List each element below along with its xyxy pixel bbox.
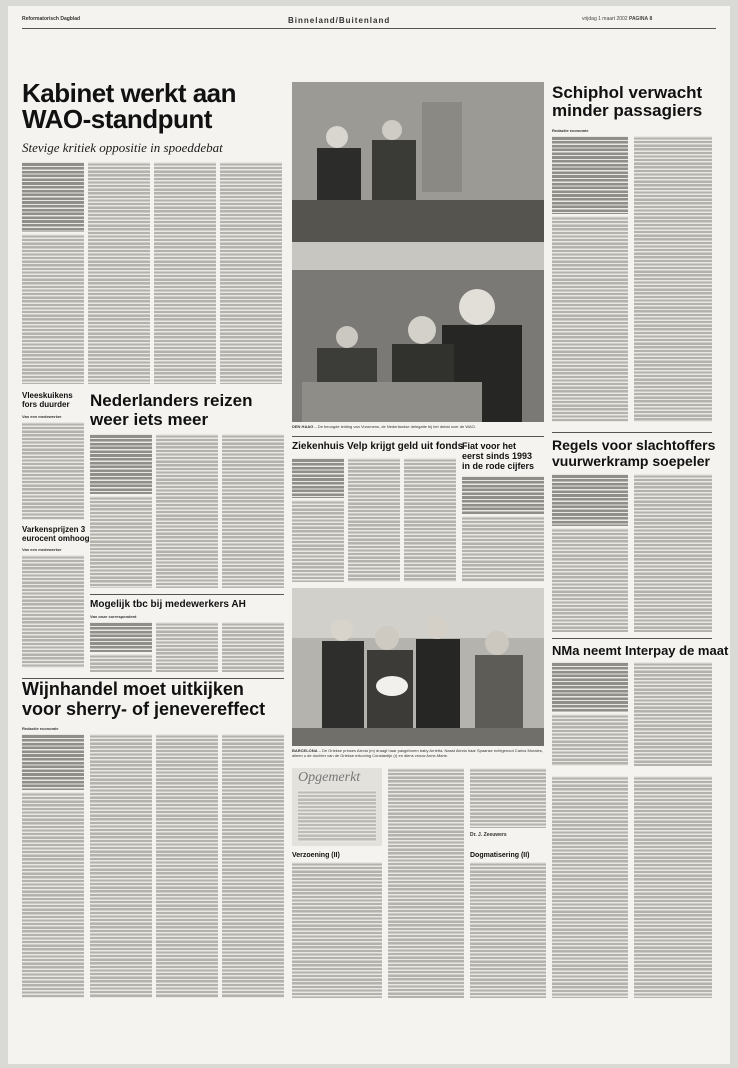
lead-col1-text (22, 234, 84, 384)
lead-subhead: Stevige kritiek oppositie in spoeddebat (22, 140, 223, 155)
photo-barcelona-caption-lead: BARCELONA (292, 748, 318, 753)
nederlanders-col1 (90, 496, 152, 588)
tbc-byline: Van onze correspondent (90, 614, 137, 619)
tbc-rule (90, 594, 284, 595)
fiat-text (462, 516, 544, 582)
regels-rule (552, 432, 712, 433)
ziekenhuis-col2 (348, 458, 400, 582)
schiphol-col2 (634, 136, 712, 422)
vleeskuikens-headline-2: fors duurder (22, 400, 70, 409)
date-text: vrijdag 1 maart 2002 (582, 16, 628, 22)
varkens-text (22, 555, 84, 668)
nederlanders-lede (90, 434, 152, 494)
paper-name: Reformatorisch Dagblad (22, 16, 81, 22)
vleeskuikens-byline: Van een medewerker (22, 414, 62, 419)
varkens-byline: Van een medewerker (22, 547, 62, 552)
regels-col1 (552, 528, 628, 632)
opgemerkt-col4 (552, 776, 628, 998)
tbc-lede (90, 622, 152, 652)
vleeskuikens-headline-1: Vleeskuikens (22, 391, 73, 400)
wijnhandel-lede (22, 734, 84, 790)
schiphol-col1 (552, 216, 628, 422)
photo-wao-debate (292, 82, 544, 422)
ziekenhuis-col1 (292, 500, 344, 582)
wijnhandel-col3 (156, 734, 218, 998)
photo-barcelona-caption (292, 748, 544, 758)
ziekenhuis-lede (292, 458, 344, 498)
nma-headline: NMa neemt Interpay de maat (552, 643, 729, 658)
wijnhandel-col2 (90, 734, 152, 998)
schiphol-lede (552, 136, 628, 214)
schiphol-byline: Redactie economie (552, 128, 589, 133)
schiphol-headline-2: minder passagiers (552, 101, 703, 120)
newspaper-page (8, 6, 730, 1064)
photo-wao-debate-image (292, 82, 544, 422)
lead-col2-text (88, 162, 150, 384)
lead-headline-2: WAO-standpunt (22, 104, 212, 134)
regels-headline-1: Regels voor slachtoffers (552, 437, 716, 453)
opgemerkt-intro (298, 790, 376, 842)
opgemerkt-col3a (470, 768, 546, 828)
wijnhandel-col1 (22, 792, 84, 998)
opgemerkt-title: Opgemerkt (298, 770, 361, 785)
opgemerkt-col1 (292, 862, 382, 998)
ziekenhuis-rule (292, 436, 544, 437)
nma-col1 (552, 714, 628, 766)
ziekenhuis-headline: Ziekenhuis Velp krijgt geld uit fonds (292, 441, 464, 452)
opgemerkt-sig: Dr. J. Zeeuwers (470, 832, 507, 838)
opgemerkt-sub1: Verzoening (II) (292, 852, 340, 859)
nma-lede (552, 662, 628, 712)
regels-lede (552, 474, 628, 526)
photo-barcelona (292, 588, 544, 746)
photo-wao-caption-text: – De beoogde leiding van Vroomens, de Nederlandse delegatie bij het debat over de WAO. (314, 424, 476, 429)
fiat-headline-2: eerst sinds 1993 (462, 451, 533, 461)
wijnhandel-col4 (222, 734, 284, 998)
nederlanders-headline-2: weer iets meer (90, 410, 209, 429)
photo-wao-caption (292, 424, 544, 429)
nma-rule (552, 638, 712, 639)
photo-wao-caption-lead: DEN HAAG (292, 424, 314, 429)
lead-lede-text (22, 162, 84, 232)
lead-col3-text (154, 162, 216, 384)
section-title: Binneland/Buitenland (288, 16, 391, 25)
tbc-headline: Mogelijk tbc bij medewerkers AH (90, 599, 246, 610)
schiphol-headline-1: Schiphol verwacht (552, 83, 703, 102)
varkens-headline-2: eurocent omhoog (22, 534, 90, 543)
page-label: PAGINA (628, 16, 649, 22)
fiat-lede (462, 476, 544, 514)
opgemerkt-col2 (388, 768, 464, 998)
page-date (582, 16, 652, 22)
fiat-headline-1: Fiat voor het (462, 441, 517, 451)
photo-barcelona-image (292, 588, 544, 746)
regels-headline-2: vuurwerkramp soepeler (552, 453, 710, 469)
wijnhandel-headline-1: Wijnhandel moet uitkijken (22, 679, 244, 699)
fiat-headline-3: in de rode cijfers (462, 461, 535, 471)
tbc-col1 (90, 654, 152, 672)
varkens-headline-1: Varkensprijzen 3 (22, 525, 86, 534)
tbc-col3 (222, 622, 284, 672)
page-number: 8 (649, 16, 653, 22)
nederlanders-col3 (222, 434, 284, 588)
lead-headline-1: Kabinet werkt aan (22, 78, 237, 108)
regels-col2 (634, 474, 712, 632)
photo-barcelona-caption-text: – De Griekse prinses Alexia (m) draagt haar pasgeboren baby Arrietta. Naast Alexia haar Spaanse echtgenoot Carlos Morales, alleen u de dochter van de Griekse exkoning Constantijn (r) en diens vrouw Anne-Marie. (292, 748, 543, 758)
wijnhandel-headline-2: voor sherry- of jenevereffect (22, 699, 266, 719)
opgemerkt-col3b (470, 862, 546, 998)
wijnhandel-byline: Redactie economie (22, 726, 59, 731)
nma-col2 (634, 662, 712, 766)
ziekenhuis-col3 (404, 458, 456, 582)
lead-col4-text (220, 162, 282, 384)
tbc-col2 (156, 622, 218, 672)
opgemerkt-col5 (634, 776, 712, 998)
nederlanders-headline-1: Nederlanders reizen (90, 391, 253, 410)
masthead-rule (22, 28, 716, 29)
opgemerkt-sub2: Dogmatisering (II) (470, 852, 530, 859)
vleeskuikens-text (22, 422, 84, 520)
nederlanders-col2 (156, 434, 218, 588)
